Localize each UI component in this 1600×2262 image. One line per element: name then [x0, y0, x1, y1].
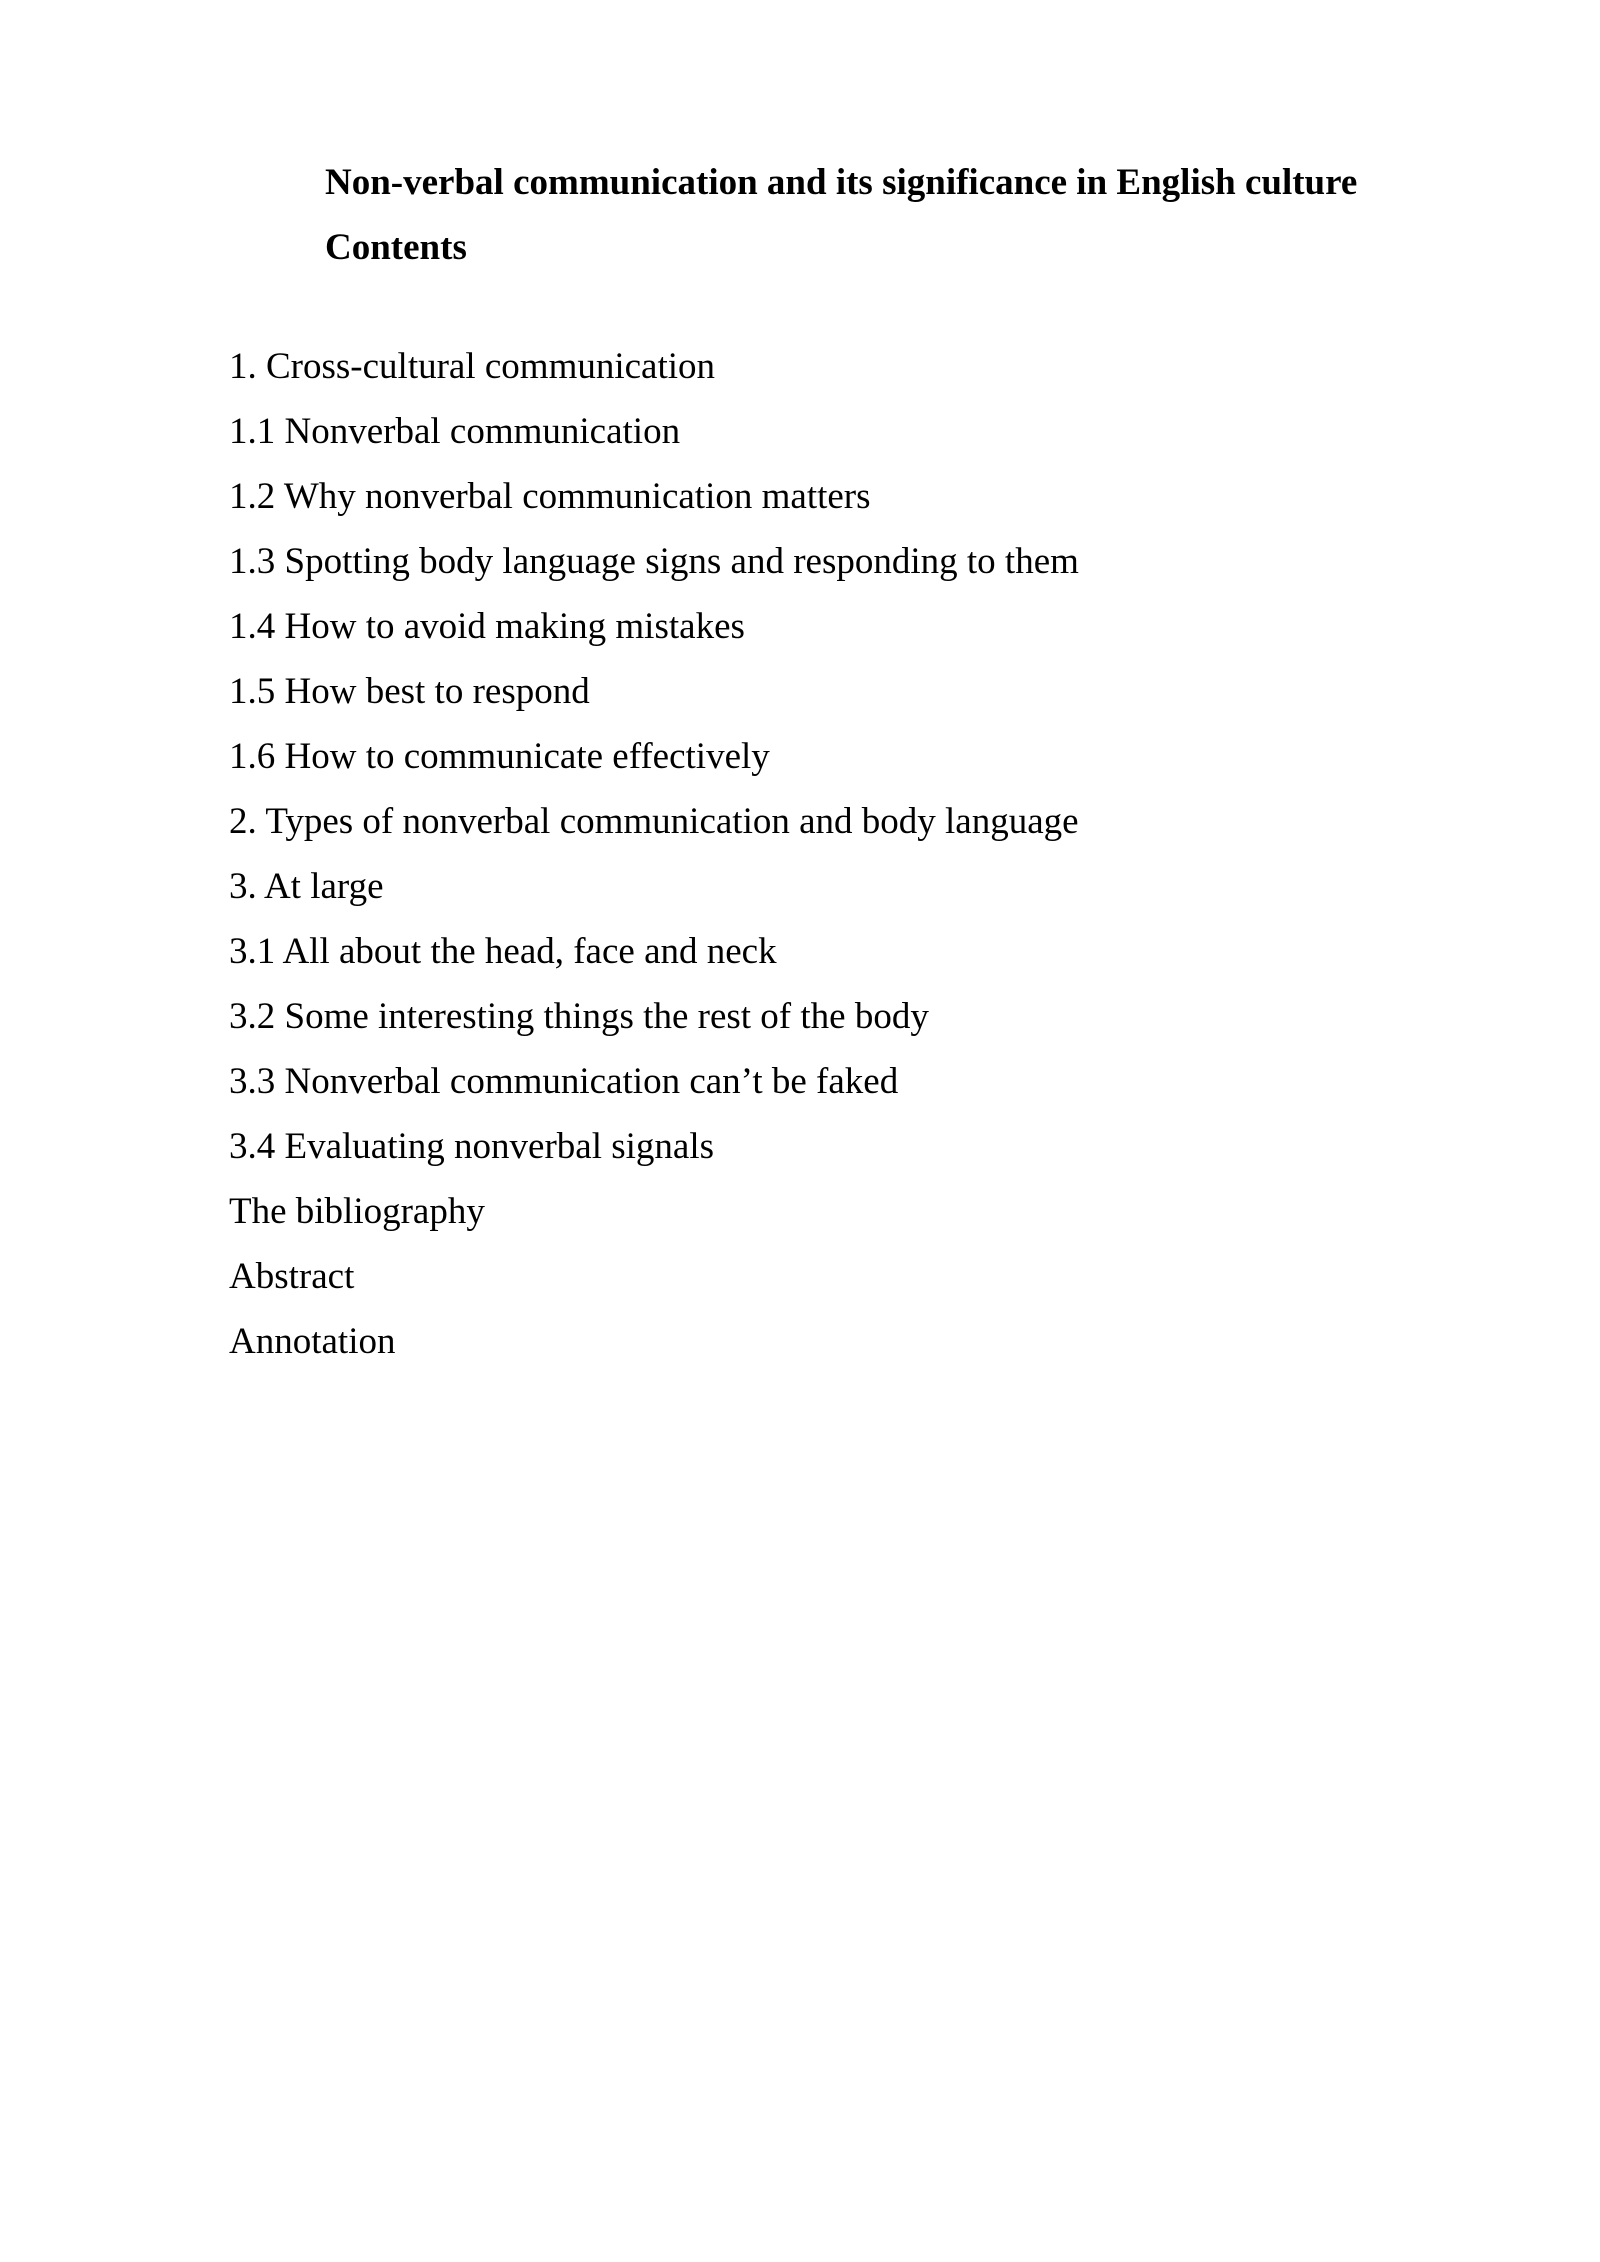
toc-item: 1.4 How to avoid making mistakes — [229, 606, 745, 647]
toc-item: 1.3 Spotting body language signs and responding to them — [229, 541, 1079, 582]
title-block — [325, 150, 1357, 280]
toc-item: Annotation — [229, 1321, 396, 1362]
contents-heading: Contents — [325, 227, 467, 268]
toc-item: Abstract — [229, 1256, 355, 1297]
toc-item: 1.2 Why nonverbal communication matters — [229, 476, 871, 517]
toc-item: 1.1 Nonverbal communication — [229, 411, 681, 452]
toc-item: The bibliography — [229, 1191, 485, 1232]
table-of-contents — [229, 334, 1079, 1374]
document-title: Non-verbal communication and its significance in English culture — [325, 162, 1358, 203]
toc-item: 1. Cross-cultural communication — [229, 346, 716, 387]
toc-item: 3. At large — [229, 866, 384, 907]
toc-item: 3.2 Some interesting things the rest of the body — [229, 996, 929, 1037]
toc-item: 3.3 Nonverbal communication can’t be faked — [229, 1061, 899, 1102]
toc-item: 3.1 All about the head, face and neck — [229, 931, 777, 972]
toc-item: 1.6 How to communicate effectively — [229, 736, 770, 777]
toc-item: 1.5 How best to respond — [229, 671, 590, 712]
toc-item: 2. Types of nonverbal communication and body language — [229, 801, 1079, 842]
toc-item: 3.4 Evaluating nonverbal signals — [229, 1126, 715, 1167]
